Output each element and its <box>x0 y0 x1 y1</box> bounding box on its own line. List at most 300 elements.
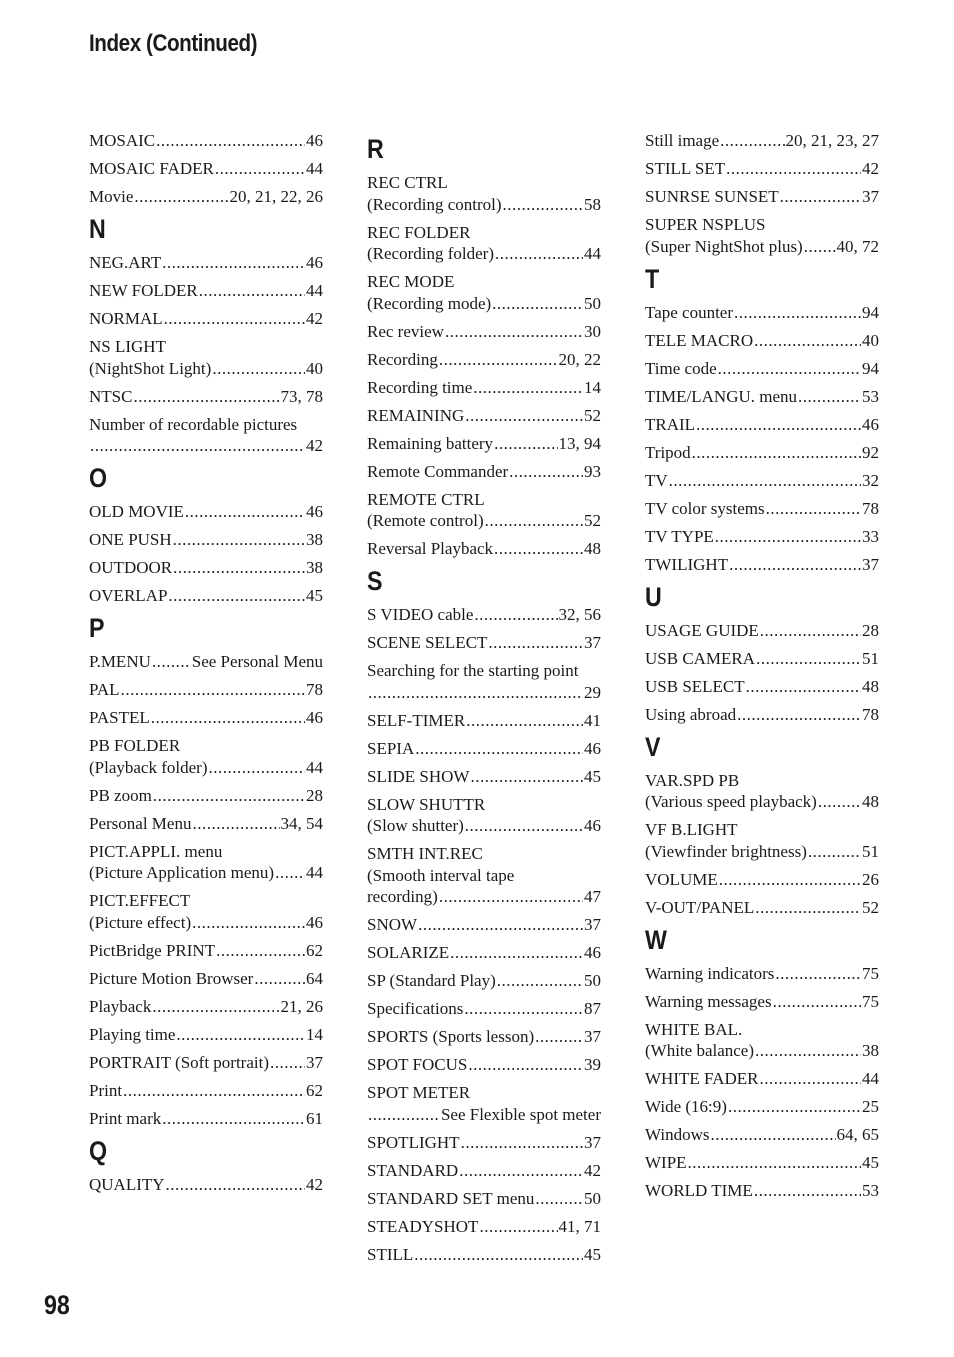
entry-pages: 40 <box>306 358 323 378</box>
index-section <box>645 130 879 257</box>
dot-leader <box>470 766 583 788</box>
entry-line <box>367 321 601 343</box>
entry-term: Windows <box>645 1125 710 1144</box>
index-entry <box>645 358 879 380</box>
index-section <box>645 264 879 576</box>
entry-term: OVERLAP <box>89 586 168 605</box>
index-entry <box>367 914 601 936</box>
dot-leader <box>168 585 305 607</box>
dot-leader <box>123 1080 305 1102</box>
entry-pages: 20, 22 <box>558 349 601 369</box>
entry-pages: 75 <box>862 991 879 1011</box>
index-entry <box>89 1108 323 1130</box>
dot-leader <box>488 632 583 654</box>
index-entry <box>89 252 323 274</box>
entry-line <box>367 1188 601 1210</box>
entry-term: P.MENU <box>89 652 151 671</box>
dot-leader <box>726 158 861 180</box>
index-entry <box>645 819 879 862</box>
index-entry <box>89 186 323 208</box>
entry-line <box>89 785 323 807</box>
entry-term: SELF-TIMER <box>367 710 466 730</box>
dot-leader <box>535 1026 583 1048</box>
entry-line <box>645 330 879 352</box>
entry-term: WORLD TIME <box>645 1181 753 1200</box>
dot-leader <box>734 302 861 324</box>
entry-term: PAL <box>89 680 120 699</box>
entry-pages: 48 <box>862 676 879 696</box>
entry-line <box>89 186 323 208</box>
entry-subterm: (White balance) <box>645 1041 755 1060</box>
entry-pages: 64, 65 <box>836 1125 879 1144</box>
index-entry <box>645 991 879 1013</box>
index-column-1 <box>89 130 323 1202</box>
entry-line <box>89 813 323 835</box>
entry-pages: 44 <box>306 757 323 777</box>
entry-term: NS LIGHT <box>89 337 166 356</box>
entry-term: PASTEL <box>89 708 150 727</box>
index-entry <box>645 386 879 408</box>
entry-line <box>89 252 323 274</box>
entry-term: SLIDE SHOW <box>367 766 470 786</box>
entry-term: STANDARD SET menu <box>367 1188 535 1208</box>
entry-term: USB SELECT <box>645 676 745 696</box>
entry-line <box>89 386 323 408</box>
entry-term: STEADYSHOT <box>367 1216 479 1236</box>
index-entry <box>367 222 601 265</box>
section-letter-heading: S <box>367 566 383 596</box>
section-letter-heading: R <box>367 134 384 164</box>
entry-line <box>645 676 879 698</box>
entry-line <box>367 738 601 760</box>
dot-leader <box>755 897 861 919</box>
entry-line <box>367 970 601 992</box>
entry-pages: 40 <box>862 330 879 350</box>
entry-subterm: recording) <box>367 887 438 906</box>
index-entry <box>367 271 601 314</box>
entry-term: SP (Standard Play) <box>367 971 496 990</box>
entry-line <box>645 1040 879 1062</box>
dot-leader <box>121 679 305 701</box>
dot-leader <box>192 912 305 934</box>
dot-leader <box>773 991 861 1013</box>
index-entry <box>645 1068 879 1090</box>
entry-line <box>367 914 601 936</box>
entry-pages: 75 <box>862 963 879 983</box>
entry-pages: 87 <box>584 999 601 1018</box>
entry-line <box>89 679 323 701</box>
entry-line <box>89 968 323 990</box>
entry-pages: 48 <box>584 539 601 558</box>
index-entry <box>645 526 879 548</box>
entry-pages: 46 <box>584 943 601 962</box>
entry-term: SMTH INT.REC <box>367 844 483 863</box>
entry-pages: 37 <box>584 633 601 652</box>
entry-line <box>367 1054 601 1076</box>
entry-term: Still image <box>645 131 720 150</box>
entry-term: SPOTLIGHT <box>367 1132 460 1152</box>
entry-line <box>89 996 323 1018</box>
entry-line <box>645 991 879 1013</box>
entry-pages: 42 <box>306 309 323 328</box>
entry-pages: 48 <box>862 792 879 811</box>
index-entry <box>89 735 323 778</box>
entry-term: REC CTRL <box>367 173 448 192</box>
dot-leader <box>535 1188 583 1210</box>
entry-line <box>367 194 601 216</box>
entry-term: REC FOLDER <box>367 222 471 242</box>
index-entry <box>89 813 323 835</box>
entry-term: OLD MOVIE <box>89 502 184 521</box>
index-section <box>89 463 323 607</box>
entry-line <box>645 554 879 576</box>
dot-leader <box>465 815 583 837</box>
dot-leader <box>474 604 557 626</box>
entry-term: SNOW <box>367 915 418 934</box>
entry-pages: 20, 21, 23, 27 <box>785 131 879 150</box>
entry-term: Remote Commander <box>367 461 509 481</box>
index-entry <box>89 651 323 673</box>
entry-pages: 37 <box>306 1052 323 1072</box>
entry-pages: 61 <box>306 1108 323 1128</box>
index-entry <box>645 1019 879 1062</box>
index-entry <box>89 557 323 579</box>
entry-term: Reversal Playback <box>367 539 494 558</box>
index-entry <box>89 841 323 884</box>
entry-term: Tripod <box>645 442 691 462</box>
dot-leader <box>485 510 583 532</box>
index-entry <box>89 1080 323 1102</box>
entry-term: VOLUME <box>645 869 718 889</box>
entry-line <box>645 1068 879 1090</box>
entry-pages: 32 <box>862 470 879 490</box>
index-entry <box>89 785 323 807</box>
entry-term: REC MODE <box>367 272 455 291</box>
entry-line <box>645 791 879 813</box>
entry-pages: 44 <box>862 1069 879 1088</box>
entry-term: WHITE FADER <box>645 1069 759 1088</box>
entry-pages: 38 <box>306 530 323 549</box>
index-entry <box>645 158 879 180</box>
entry-line <box>645 1180 879 1202</box>
entry-term: Specifications <box>367 999 464 1018</box>
entry-term: Playback <box>89 996 152 1016</box>
entry-term: TV <box>645 470 668 490</box>
entry-pages: See Flexible spot meter <box>440 1104 601 1124</box>
index-entry <box>367 1188 601 1210</box>
entry-pages: 73, 78 <box>280 386 323 406</box>
entry-line <box>645 158 879 180</box>
entry-term: MOSAIC FADER <box>89 159 214 178</box>
entry-subterm: (Playback folder) <box>89 757 208 777</box>
dot-leader <box>162 1108 305 1130</box>
dot-leader <box>465 405 583 427</box>
dot-leader <box>368 1104 440 1126</box>
entry-pages: 46 <box>306 253 323 272</box>
entry-line <box>645 302 879 324</box>
entry-pages: 50 <box>584 293 601 313</box>
entry-pages: 64 <box>306 968 323 988</box>
dot-leader <box>746 676 861 698</box>
entry-term: Picture Motion Browser <box>89 968 254 988</box>
index-section <box>89 1136 323 1196</box>
entry-subterm: (Recording mode) <box>367 293 492 313</box>
index-entry <box>89 890 323 933</box>
index-entry <box>645 963 879 985</box>
index-section <box>367 134 601 560</box>
entry-line <box>645 897 879 919</box>
entry-pages: 93 <box>584 461 601 481</box>
index-entry <box>367 710 601 732</box>
entry-pages: 37 <box>862 554 879 574</box>
entry-pages: 41 <box>584 710 601 730</box>
dot-leader <box>728 1096 861 1118</box>
entry-line <box>645 869 879 891</box>
dot-leader <box>780 186 861 208</box>
index-entry <box>367 489 601 532</box>
entry-pages: 45 <box>584 1244 601 1264</box>
dot-leader <box>418 914 583 936</box>
entry-line <box>89 1080 323 1102</box>
entry-line <box>89 1174 323 1196</box>
entry-term: Movie <box>89 187 134 206</box>
entry-pages: 78 <box>306 680 323 699</box>
entry-pages: 42 <box>862 159 879 178</box>
section-letter-heading: U <box>645 581 662 612</box>
index-section <box>645 582 879 726</box>
dot-leader <box>133 386 279 408</box>
entry-term: WHITE BAL. <box>645 1019 743 1039</box>
entry-term: NTSC <box>89 386 133 406</box>
page-number: 98 <box>44 1290 70 1320</box>
entry-pages: 46 <box>584 738 601 758</box>
entry-pages: 37 <box>584 915 601 934</box>
dot-leader <box>156 130 305 152</box>
entry-term: Remaining battery <box>367 433 494 453</box>
entry-term: WIPE <box>645 1153 687 1172</box>
dot-leader <box>254 968 305 990</box>
entry-term: TWILIGHT <box>645 554 729 574</box>
entry-line <box>367 377 601 399</box>
dot-leader <box>669 470 861 492</box>
entry-pages: 92 <box>862 442 879 462</box>
entry-term: MOSAIC <box>89 131 156 150</box>
entry-pages: 46 <box>862 414 879 434</box>
index-entry <box>367 172 601 215</box>
entry-line <box>367 1132 601 1154</box>
entry-term: TV color systems <box>645 498 765 518</box>
index-section <box>89 130 323 208</box>
entry-term: NEG.ART <box>89 253 162 272</box>
entry-term: Print mark <box>89 1108 162 1128</box>
entry-pages: 53 <box>862 386 879 406</box>
entry-line <box>367 1104 601 1126</box>
entry-line <box>645 648 879 670</box>
index-entry <box>367 461 601 483</box>
index-entry <box>89 130 323 152</box>
dot-leader <box>755 1040 861 1062</box>
entry-pages: 46 <box>306 502 323 521</box>
index-entry <box>367 1132 601 1154</box>
entry-term: ONE PUSH <box>89 530 172 549</box>
entry-line <box>367 1216 601 1238</box>
index-entry <box>367 1082 601 1125</box>
entry-subterm: (Smooth interval tape <box>367 865 515 885</box>
entry-pages: 50 <box>584 971 601 990</box>
entry-pages: 46 <box>306 131 323 150</box>
entry-line <box>89 501 323 523</box>
dot-leader <box>415 738 583 760</box>
entry-subterm: (Recording control) <box>367 194 502 214</box>
entry-line <box>367 998 601 1020</box>
entry-term: Recording <box>367 349 438 369</box>
section-letter-heading: Q <box>89 1135 108 1166</box>
index-entry <box>89 414 323 457</box>
entry-pages: 30 <box>584 321 601 341</box>
dot-leader <box>729 554 861 576</box>
index-entry <box>89 1052 323 1074</box>
dot-leader <box>466 710 583 732</box>
entry-line <box>89 1052 323 1074</box>
entry-term: SOLARIZE <box>367 943 450 962</box>
dot-leader <box>90 435 305 457</box>
index-entry <box>645 1096 879 1118</box>
entry-line <box>89 557 323 579</box>
dot-leader <box>215 158 305 180</box>
dot-leader <box>468 1054 583 1076</box>
index-entry <box>645 302 879 324</box>
entry-term: VAR.SPD PB <box>645 770 740 790</box>
entry-line <box>367 1244 601 1266</box>
entry-pages: 51 <box>862 648 879 668</box>
entry-pages: 46 <box>306 912 323 932</box>
entry-pages: 52 <box>584 511 601 530</box>
entry-term: TIME/LANGU. menu <box>645 386 798 406</box>
index-entry <box>645 330 879 352</box>
index-entry <box>645 869 879 891</box>
entry-pages: 26 <box>862 869 879 889</box>
entry-term: Rec review <box>367 321 444 341</box>
dot-leader <box>756 648 861 670</box>
index-entry <box>645 620 879 642</box>
entry-term: REMAINING <box>367 405 465 425</box>
index-column-2 <box>367 130 601 1272</box>
entry-line <box>89 358 323 380</box>
index-entry <box>89 940 323 962</box>
entry-line <box>645 414 879 436</box>
entry-subterm: (Picture Application menu) <box>89 863 275 882</box>
index-entry <box>367 942 601 964</box>
entry-pages: 44 <box>306 281 323 300</box>
entry-pages: 41, 71 <box>558 1216 601 1236</box>
entry-pages: 28 <box>862 620 879 640</box>
entry-line <box>645 620 879 642</box>
index-entry <box>645 186 879 208</box>
entry-pages: 14 <box>584 377 601 397</box>
section-letter-heading: V <box>645 731 661 762</box>
entry-line <box>645 704 879 726</box>
dot-leader <box>688 1152 861 1174</box>
entry-pages: 32, 56 <box>558 605 601 624</box>
index-entry <box>367 604 601 626</box>
index-entry <box>89 529 323 551</box>
dot-leader <box>715 526 861 548</box>
section-letter-heading: P <box>89 613 105 643</box>
entry-line <box>89 912 323 934</box>
dot-leader <box>459 1160 583 1182</box>
dot-leader <box>775 963 861 985</box>
index-section <box>89 214 323 457</box>
entry-term: PORTRAIT (Soft portrait) <box>89 1052 269 1072</box>
entry-pages: 78 <box>862 704 879 724</box>
entry-term: SPOT FOCUS <box>367 1055 468 1074</box>
index-section <box>645 732 879 919</box>
entry-term: S VIDEO cable <box>367 605 474 624</box>
dot-leader <box>176 1024 305 1046</box>
index-entry <box>367 766 601 788</box>
dot-leader <box>173 557 305 579</box>
entry-line <box>367 349 601 371</box>
entry-pages: 28 <box>306 785 323 805</box>
entry-term: PB zoom <box>89 785 152 805</box>
entry-line <box>645 186 879 208</box>
dot-leader <box>164 308 305 330</box>
entry-term: STANDARD <box>367 1160 459 1180</box>
entry-pages: 25 <box>862 1097 879 1116</box>
index-entry <box>645 130 879 152</box>
entry-pages: 52 <box>862 897 879 917</box>
entry-pages: 39 <box>584 1055 601 1074</box>
entry-line <box>645 841 879 863</box>
dot-leader <box>754 1180 861 1202</box>
dot-leader <box>760 620 861 642</box>
dot-leader <box>216 940 305 962</box>
entry-term: REMOTE CTRL <box>367 489 485 509</box>
dot-leader <box>162 252 305 274</box>
index-entry <box>645 554 879 576</box>
entry-subterm: (Slow shutter) <box>367 816 464 835</box>
entry-line <box>89 308 323 330</box>
index-entry <box>89 679 323 701</box>
dot-leader <box>152 996 279 1018</box>
entry-line <box>645 386 879 408</box>
entry-line <box>89 158 323 180</box>
index-entry <box>367 1160 601 1182</box>
index-column-3 <box>645 130 879 1208</box>
entry-pages: 44 <box>306 863 323 882</box>
entry-line <box>89 707 323 729</box>
entry-line <box>89 585 323 607</box>
dot-leader <box>173 529 305 551</box>
dot-leader <box>479 1216 557 1238</box>
dot-leader <box>718 358 861 380</box>
entry-pages: 62 <box>306 1080 323 1100</box>
entry-line <box>89 130 323 152</box>
index-section <box>89 613 323 1129</box>
entry-line <box>89 757 323 779</box>
index-entry <box>367 433 601 455</box>
dot-leader <box>208 757 305 779</box>
entry-line <box>89 435 323 457</box>
dot-leader <box>494 433 557 455</box>
entry-line <box>645 236 879 258</box>
entry-term: PICT.APPLI. menu <box>89 841 223 861</box>
entry-term: Recording time <box>367 377 473 397</box>
index-entry <box>89 308 323 330</box>
index-entry <box>645 897 879 919</box>
entry-subterm: (Picture effect) <box>89 912 192 932</box>
index-entry <box>645 676 879 698</box>
